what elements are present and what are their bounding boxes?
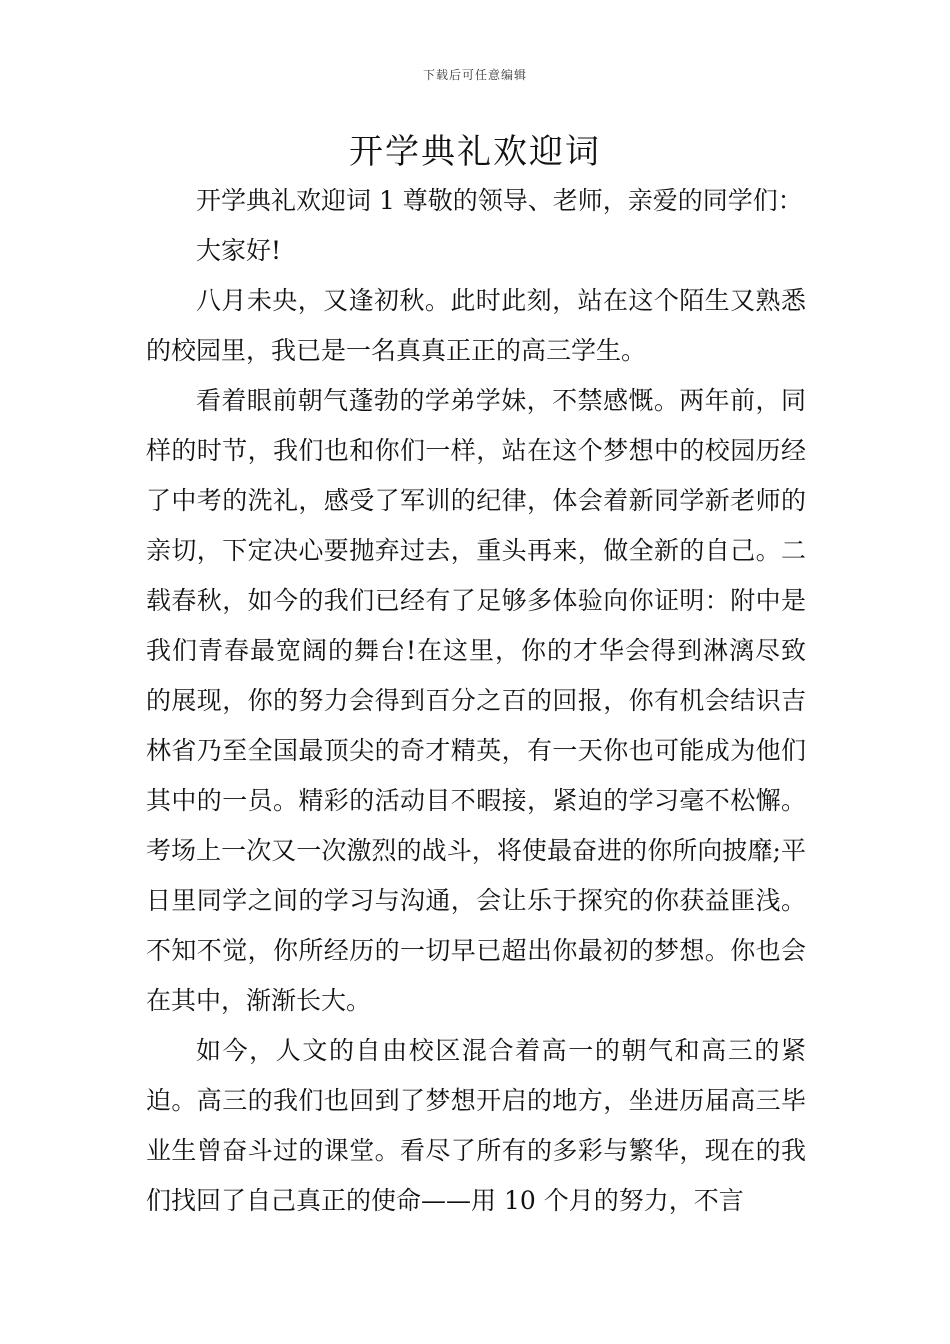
document-title: 开学典礼欢迎词 xyxy=(349,132,601,172)
paragraph: 看着眼前朝气蓬勃的学弟学妹，不禁感慨。两年前，同样的时节，我们也和你们一样，站在这个梦想中的校园历经了中考的洗礼，感受了军训的纪律，体会着新同学新老师的亲切，下定决心要抛弃过去，重头再来，做全新的自己。二载春秋，如今的我们已经有了足够多体验向你证明：附中是我们青春最宽阔的舞台!在这里，你的才华会得到淋漓尽致的展现，你的努力会得到百分之百的回报，你有机会结识吉林省乃至全国最顶尖的奇才精英，有一天你也可能成为他们其中的一员。精彩的活动目不暇接，紧迫的学习毫不松懈。考场上一次又一次激烈的战斗，将使最奋进的你所向披靡;平日里同学之间的学习与沟通，会让乐于探究的你获益匪浅。不知不觉，你所经历的一切早已超出你最初的梦想。你也会在其中，渐渐长大。 xyxy=(146,386,806,1015)
header-note: 下载后可任意编辑 xyxy=(422,68,527,82)
document-body xyxy=(146,176,806,1226)
paragraph: 如今，人文的自由校区混合着高一的朝气和高三的紧迫。高三的我们也回到了梦想开启的地方，坐进历届高三毕业生曾奋斗过的课堂。看尽了所有的多彩与繁华，现在的我们找回了自己真正的使命——用 10 个月的努力，不言 xyxy=(146,1036,806,1215)
paragraph: 八月未央，又逢初秋。此时此刻，站在这个陌生又熟悉的校园里，我已是一名真真正正的高三学生。 xyxy=(146,286,806,365)
paragraph: 开学典礼欢迎词 1 尊敬的领导、老师，亲爱的同学们： xyxy=(196,186,803,215)
paragraph: 大家好! xyxy=(196,236,282,265)
